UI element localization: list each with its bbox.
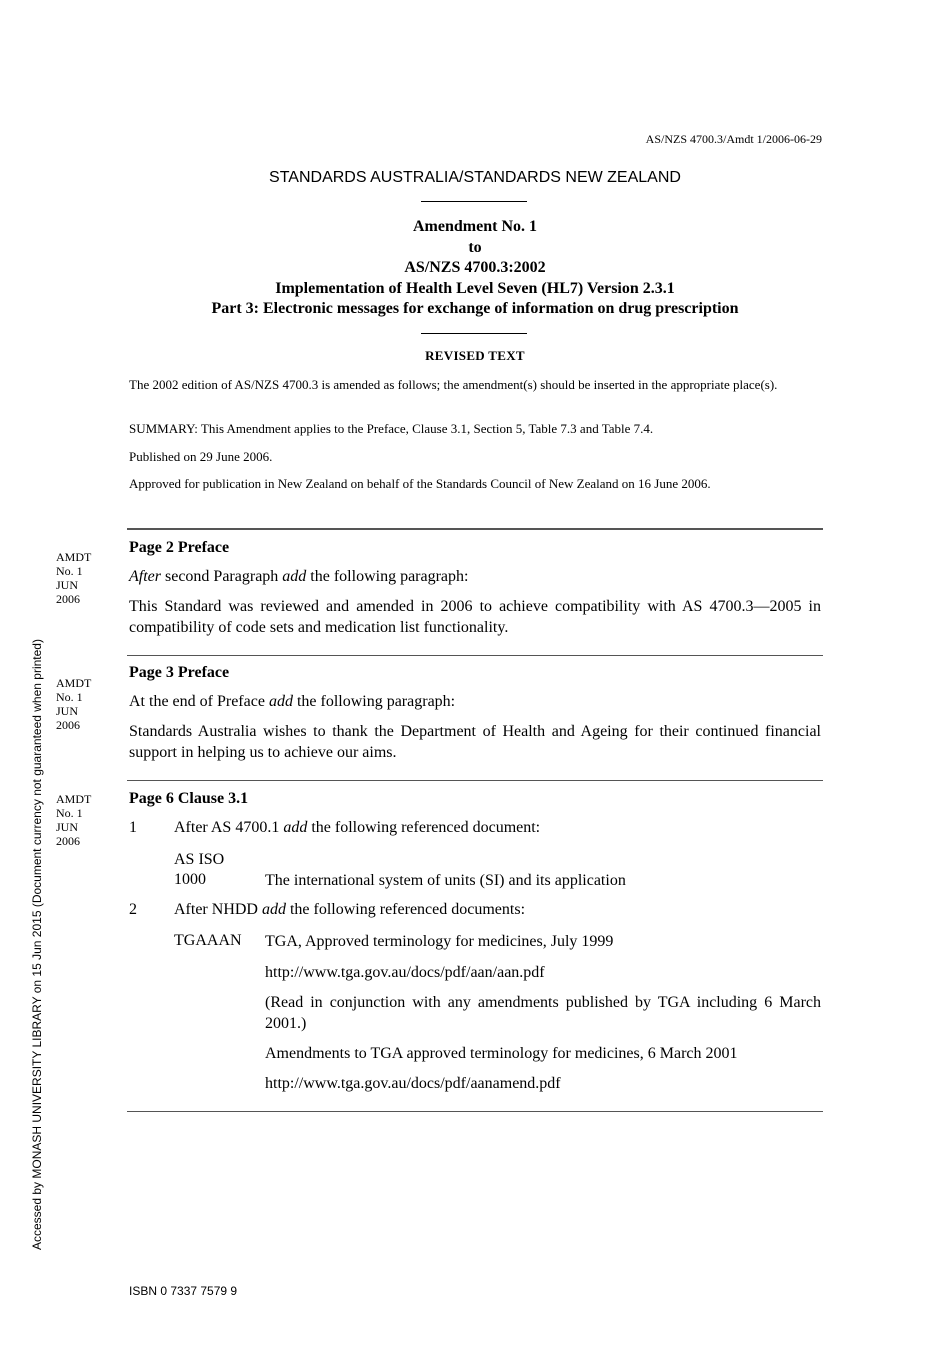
intro-published: Published on 29 June 2006. (129, 449, 273, 464)
amendment-title (0, 217, 950, 320)
item-number-1: 1 (129, 819, 137, 836)
amdt-label: AMDT (56, 676, 92, 690)
ref-description-tga-terminology: TGA, Approved terminology for medicines, July 1999 (265, 933, 614, 950)
title-line-3: AS/NZS 4700.3:2002 (404, 259, 546, 277)
amdt-year: 2006 (56, 592, 80, 606)
ref-code-as-iso-1000 (174, 850, 224, 890)
ref-code-line-1: AS ISO (174, 851, 225, 868)
section-heading-page2: Page 2 Preface (129, 539, 230, 556)
intro-approved: Approved for publication in New Zealand on behalf of the Standards Council of New Zealand on 16 June 2006. (129, 476, 711, 491)
ref-url-aan: http://www.tga.gov.au/docs/pdf/aan/aan.pdf (265, 964, 545, 981)
instruction-emphasis-add: add (282, 568, 307, 585)
title-line-5: Part 3: Electronic messages for exchange of information on drug prescription (211, 300, 739, 318)
section1-paragraph: This Standard was reviewed and amended in 2006 to achieve compatibility with AS 4700.3—2005 in compatibility of code sets and medication list functionality. (129, 598, 821, 636)
revised-text-label: REVISED TEXT (425, 348, 525, 363)
title-rule-top (421, 201, 527, 202)
amdt-month: JUN (56, 820, 79, 834)
ref-code-tgaaan: TGAAAN (174, 932, 242, 949)
amdt-margin-note-1 (56, 550, 116, 606)
instruction-text: second Paragraph (161, 568, 283, 585)
instruction-emphasis: After (129, 568, 161, 585)
intro-amended: The 2002 edition of AS/NZS 4700.3 is amended as follows; the amendment(s) should be inserted in the appropriate place(s). (129, 377, 778, 392)
amdt-year: 2006 (56, 834, 80, 848)
amdt-number: No. 1 (56, 690, 83, 704)
access-watermark-note: Accessed by MONASH UNIVERSITY LIBRARY on 15 Jun 2015 (Document currency not guaranteed when printed) (30, 639, 44, 1250)
item1-instruction (174, 819, 540, 837)
organisation-title: STANDARDS AUSTRALIA/STANDARDS NEW ZEALAND (269, 169, 681, 186)
section-divider-end (127, 1111, 823, 1112)
item2-instruction (174, 901, 525, 919)
amdt-year: 2006 (56, 718, 80, 732)
ref-note-read-in-conjunction: (Read in conjunction with any amendments published by TGA including 6 March 2001.) (265, 994, 821, 1032)
instruction-emphasis-add: add (268, 693, 293, 710)
instruction-text-end: the following paragraph: (306, 568, 469, 585)
section-heading-page6: Page 6 Clause 3.1 (129, 790, 249, 807)
amdt-margin-note-2 (56, 676, 116, 732)
amdt-month: JUN (56, 578, 79, 592)
amdt-label: AMDT (56, 792, 92, 806)
amdt-label: AMDT (56, 550, 92, 564)
section-divider (127, 655, 823, 656)
amdt-margin-note-3 (56, 792, 116, 848)
instruction-emphasis-add: add (261, 901, 286, 918)
section-heading-page3: Page 3 Preface (129, 664, 230, 681)
title-line-2: to (468, 238, 482, 256)
instruction-emphasis-add: add (283, 819, 308, 836)
section-divider-thick (127, 528, 823, 530)
ref-description-si-units: The international system of units (SI) and its application (265, 872, 626, 889)
instruction-text: After NHDD (174, 901, 262, 918)
instruction-text-end: the following paragraph: (292, 693, 456, 710)
section-divider (127, 780, 823, 781)
amdt-month: JUN (56, 704, 79, 718)
amdt-number: No. 1 (56, 806, 83, 820)
intro-summary: SUMMARY: This Amendment applies to the Preface, Clause 3.1, Section 5, Table 7.3 and Table 7.4. (129, 421, 654, 436)
instruction-text: After AS 4700.1 (174, 819, 284, 836)
section1-instruction (129, 566, 821, 587)
section2-instruction (129, 691, 821, 712)
instruction-text-end: the following referenced document: (307, 819, 541, 836)
ref-code-line-2: 1000 (174, 871, 206, 888)
amdt-number: No. 1 (56, 564, 83, 578)
title-rule-bottom (421, 333, 527, 334)
ref-url-aanamend: http://www.tga.gov.au/docs/pdf/aanamend.pdf (265, 1075, 561, 1092)
instruction-text-end: the following referenced documents: (285, 901, 526, 918)
title-line-1: Amendment No. 1 (413, 218, 537, 235)
section2-paragraph: Standards Australia wishes to thank the Department of Health and Ageing for their continued financial support in helping us to achieve our aims. (129, 723, 821, 761)
ref-description-tga-amendments: Amendments to TGA approved terminology for medicines, 6 March 2001 (265, 1045, 738, 1062)
document-reference: AS/NZS 4700.3/Amdt 1/2006-06-29 (645, 132, 822, 146)
title-line-4: Implementation of Health Level Seven (HL7) Version 2.3.1 (275, 279, 675, 297)
item-number-2: 2 (129, 901, 137, 918)
isbn: ISBN 0 7337 7579 9 (129, 1284, 238, 1298)
instruction-text: At the end of Preface (129, 693, 269, 710)
